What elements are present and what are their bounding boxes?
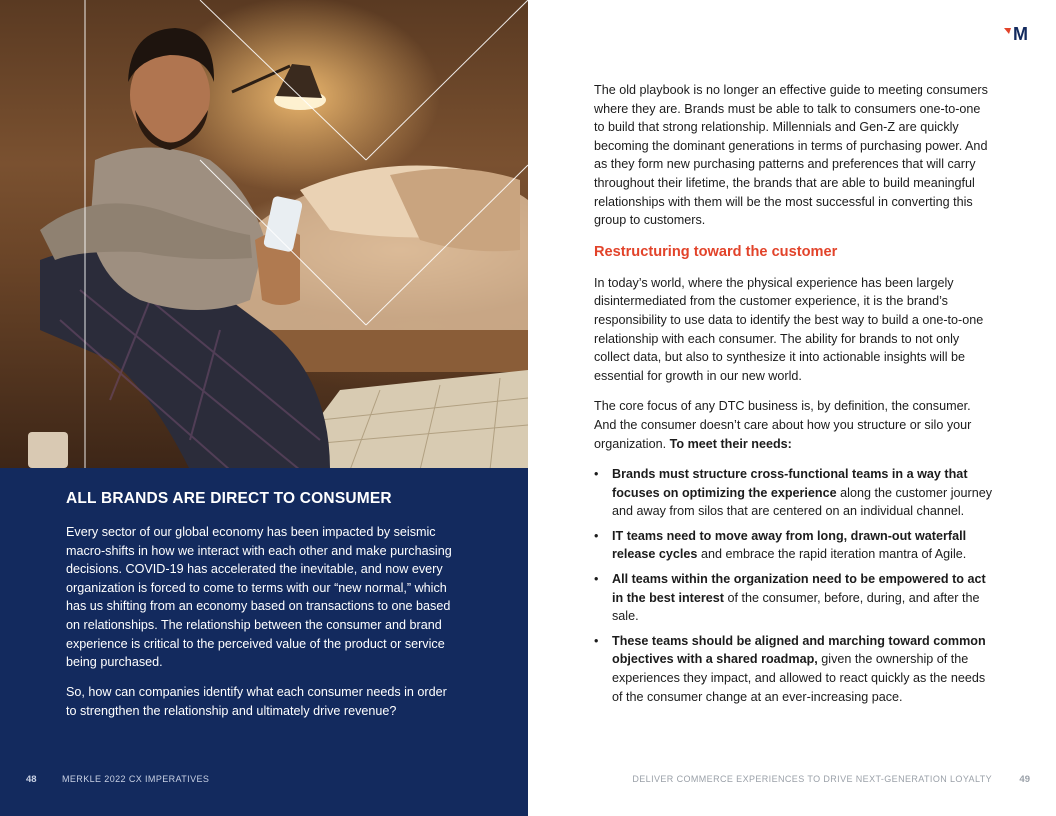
list-item-bold: IT teams need to move away from long, drawn-out waterfall release cycles <box>612 528 967 562</box>
logo-letter: M <box>1013 24 1028 44</box>
right-page <box>528 0 1056 816</box>
intro-paragraph: Every sector of our global economy has been impacted by seismic macro-shifts in how we interact with each other and make purchasing decisions. COVID-19 has accelerated the inevitable, and now every organization is forced to come to terms with our “new normal,” which has us shifting from an economy based on transactions to one based on relationships. The relationship between the consumer and brand experience is critical to the perceived value of the product or service being purchased. <box>66 525 452 670</box>
needs-list <box>594 465 994 706</box>
subheading: Restructuring toward the customer <box>594 243 838 260</box>
left-text-panel <box>0 468 528 816</box>
bullet-icon: • <box>594 633 599 648</box>
list-item <box>594 570 994 626</box>
body-paragraph-2-text: The core focus of any DTC business is, by definition, the consumer. And the consumer doesn’t care about how you structure or silo your organization. <box>594 399 972 451</box>
list-item-bold: All teams within the organization need to be empowered to act in the best interest <box>612 572 986 605</box>
list-item-text: given the ownership of the experiences they impact, and allowed to react quickly as the needs of the consumer change at an ever-increasing pace. <box>612 652 986 704</box>
hero-photo <box>0 0 528 468</box>
page-number-right: 49 <box>1019 774 1030 785</box>
photo-illustration <box>0 0 528 468</box>
list-item-text: along the customer journey and away from silos that are centered on an individual channel. <box>612 485 993 519</box>
body-paragraph-2 <box>594 397 994 453</box>
list-item <box>594 465 994 521</box>
merkle-logo-icon <box>1004 24 1032 44</box>
list-item-bold: Brands must structure cross-functional teams in a way that focuses on optimizing the experience <box>612 467 968 500</box>
bullet-icon: • <box>594 572 599 587</box>
footer-title-right: DELIVER COMMERCE EXPERIENCES TO DRIVE NEXT-GENERATION LOYALTY <box>632 774 992 784</box>
question-paragraph: So, how can companies identify what each consumer needs in order to strengthen the relationship and ultimately drive revenue? <box>66 685 447 718</box>
merkle-logo <box>1004 24 1032 44</box>
list-item-text: and embrace the rapid iteration mantra of Agile. <box>697 547 967 562</box>
footer-title-left: MERKLE 2022 CX IMPERATIVES <box>62 774 210 784</box>
list-item <box>594 632 994 706</box>
section-heading: ALL BRANDS ARE DIRECT TO CONSUMER <box>66 490 392 507</box>
right-text-column <box>594 81 994 712</box>
list-item <box>594 527 994 564</box>
intro-paragraph-right: The old playbook is no longer an effective guide to meeting consumers where they are. Brands must be able to talk to consumers one-to-one to build that strong relationship. Millennials and Gen-Z are quickly becoming the dominant generations in terms of purchasing power. And as they form new purchasing patterns and preferences that will carry throughout their lifetime, the brands that are able to build meaningful relationships with them will be the most successful in converting this group to customers. <box>594 83 988 228</box>
body-paragraph-1: In today’s world, where the physical experience has been largely disintermediated from the customer experience, it is the brand’s responsibility to use data to identify the best way to build a one-to-one relationship with each consumer. The ability for brands to not only collect data, but also to synthesize it into actionable insights will be essential for growth in our new world. <box>594 275 984 383</box>
list-item-bold: These teams should be aligned and marching toward common objectives with a shared roadmap, <box>612 633 986 667</box>
list-item-text: of the consumer, before, during, and after the sale. <box>612 590 980 624</box>
bullet-icon: • <box>594 528 599 543</box>
bullet-icon: • <box>594 467 599 482</box>
body-paragraph-2-bold: To meet their needs: <box>669 436 792 451</box>
page-number-left: 48 <box>26 774 37 785</box>
